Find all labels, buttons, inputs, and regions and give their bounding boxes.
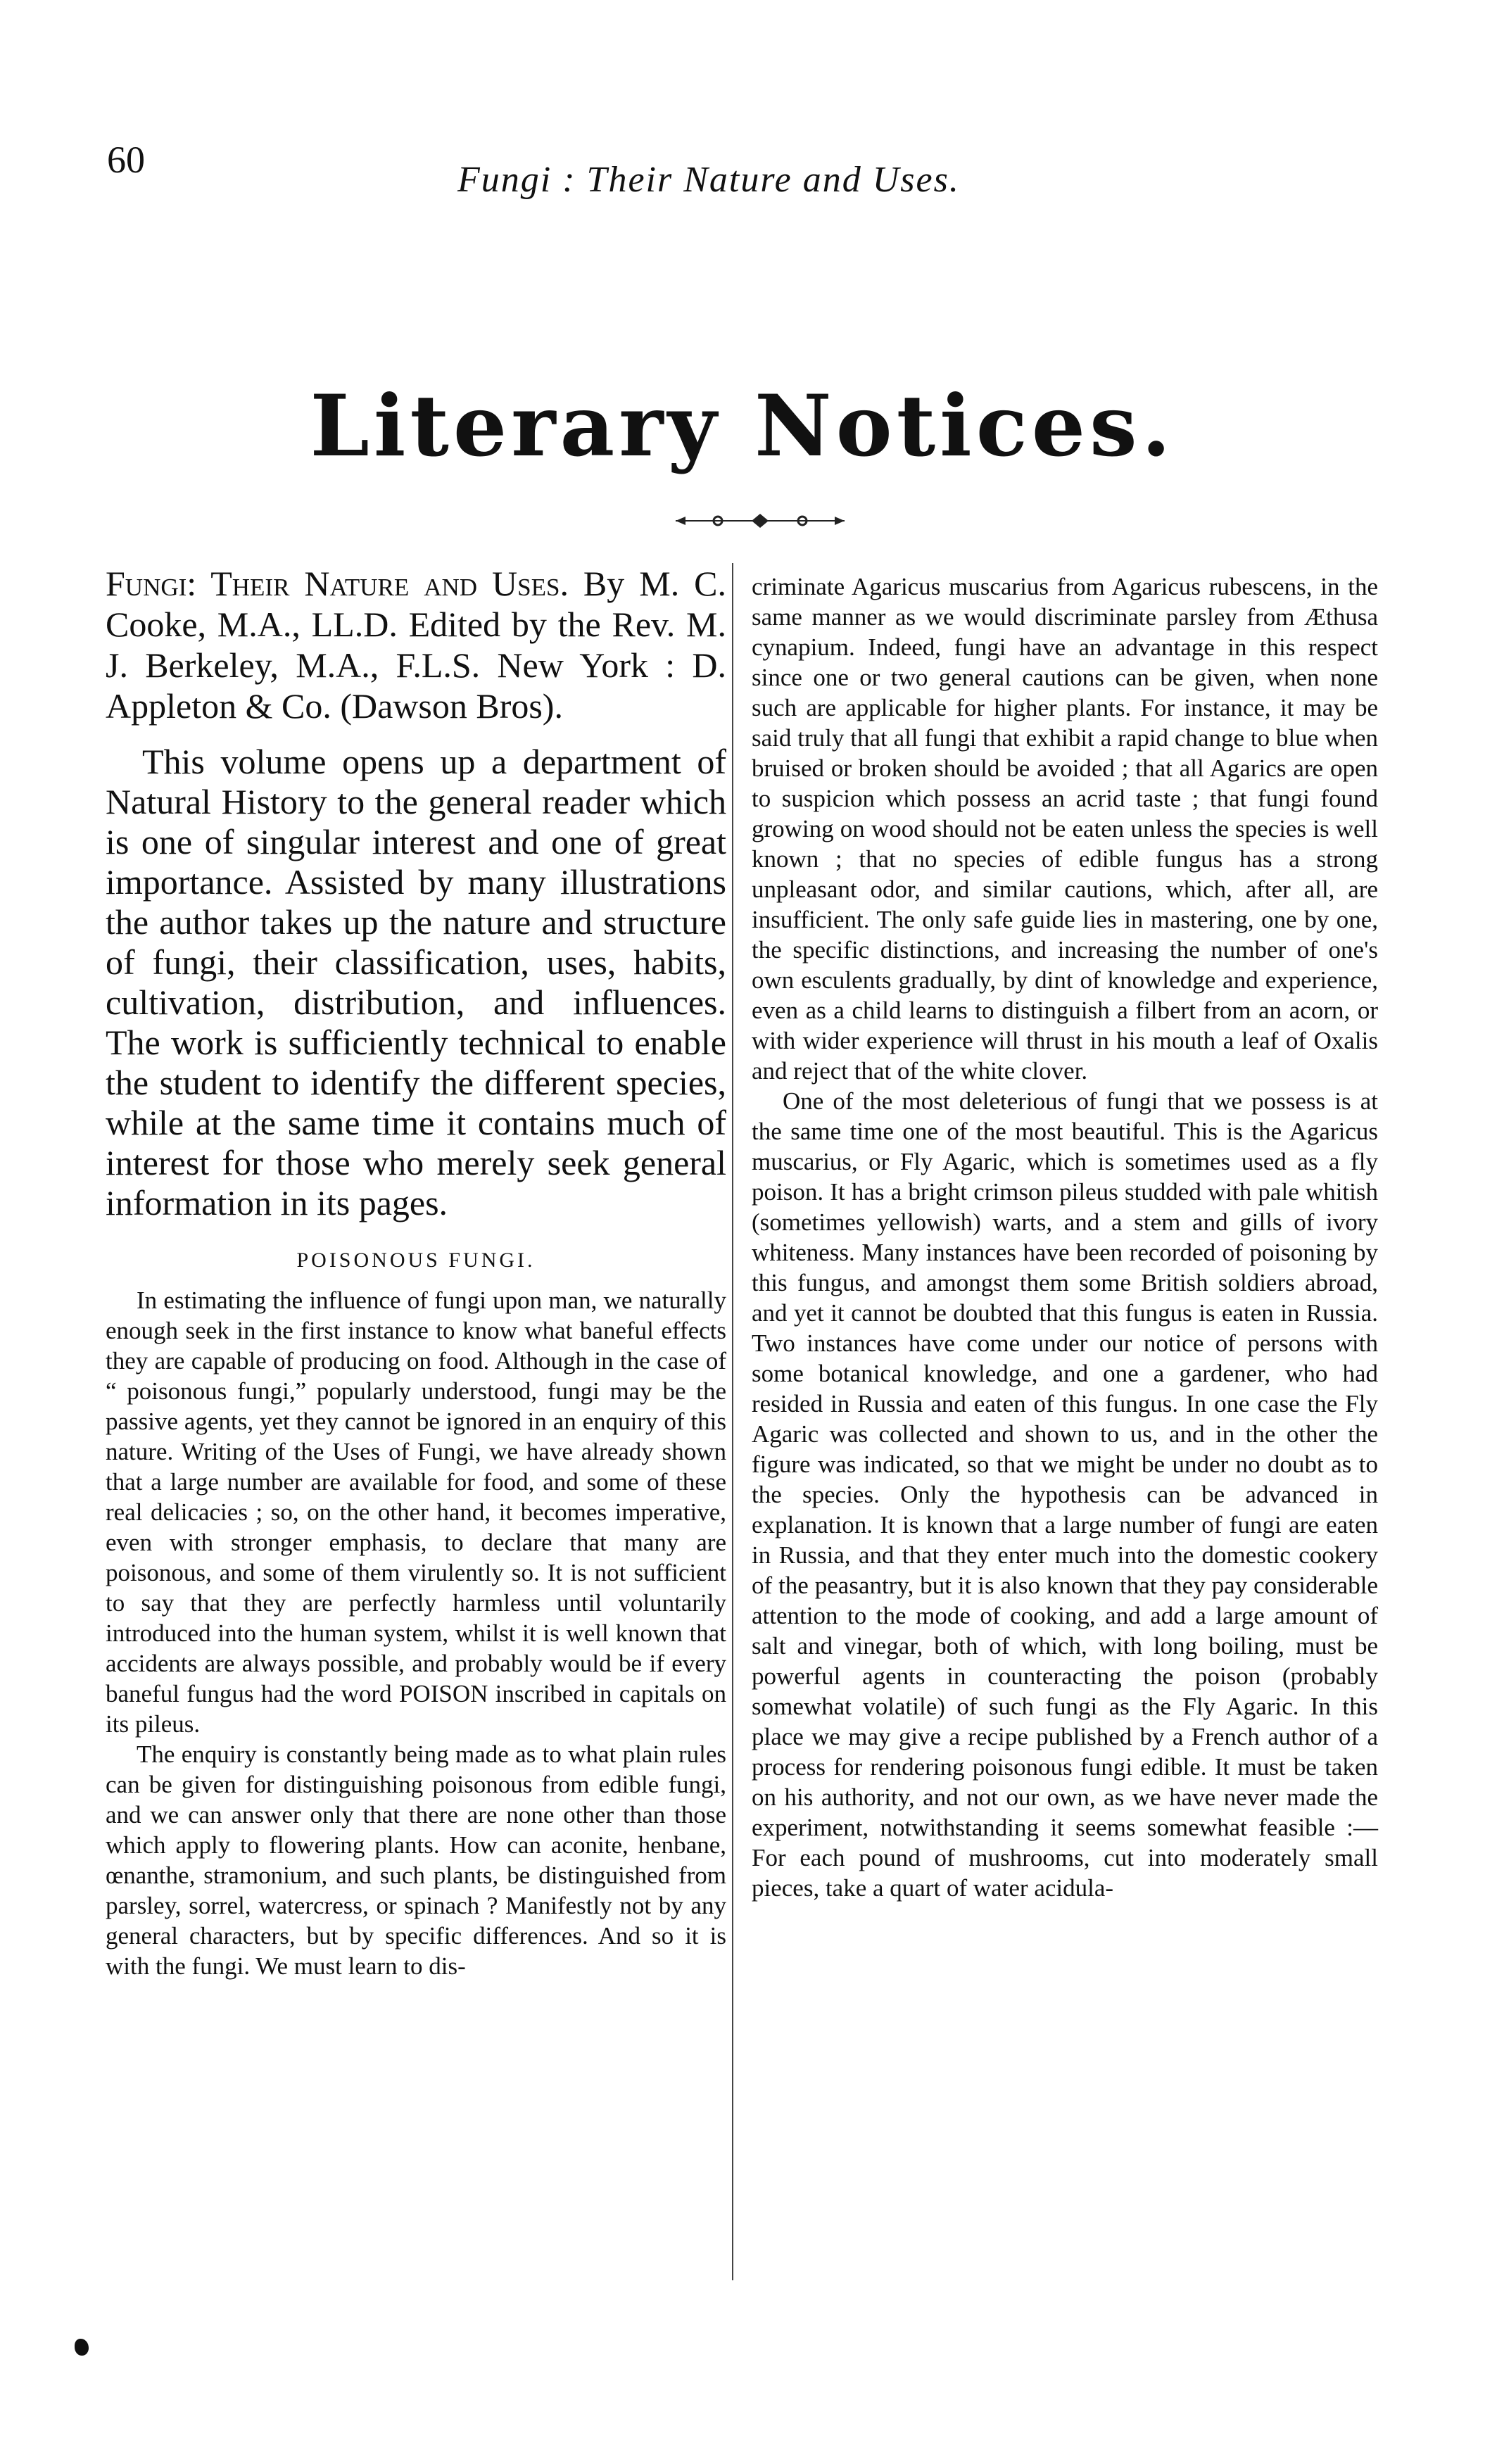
left-paragraph-1: In estimating the influence of fungi upon man, we naturally enough seek in the first instance to know what baneful effects they are capable of producing on food. Although in the case of “ poisonous fungi,” popularly understood, fungi may be the passive agents, yet they cannot be ignored in an enquiry of this nature. Writing of the Uses of Fungi, we have already shown that a large number are available for food, and some of these real delicacies ; so, on the other hand, it becomes imperative, even with stronger emphasis, to declare that many are poisonous, and some of them virulently so. It is not sufficient to say that they are perfectly harmless until voluntarily introduced into the human system, whilst it is well known that accidents are always possible, and probably would be if every baneful fungus had the word POISON inscribed in capitals on its pileus. (106, 1287, 726, 1738)
right-paragraph-1: criminate Agaricus muscarius from Agaricus rubescens, in the same manner as we would discriminate parsley from Æthusa cynapium. Indeed, fungi have an advantage in this respect since one or two general cautions can be given, when none such are applicable for higher plants. For instance, it may be said truly that all fungi that exhibit a rapid change to blue when bruised or broken should be avoided ; that all Agarics are open to suspicion which possess an acrid taste ; that fungi found growing on wood should not be eaten unless the species is well known ; that no species of edible fungus has a strong unpleasant odor, and similar cautions, which, after all, are insufficient. The only safe guide lies in mastering, one by one, the specific distinctions, and increasing the number of one's own esculents gradually, by dint of knowledge and experience, even as a child learns to distinguish a filbert from an acorn, or with wider experience will thrust in his mouth a leaf of Oxalis and reject that of the white clover. (752, 573, 1378, 1085)
ink-blot (75, 2339, 89, 2356)
right-paragraph-2: One of the most deleterious of fungi that we possess is at the same time one of the most beautiful. This is the Agaricus muscarius, or Fly Agaric, which is sometimes used as a fly poison. It has a bright crimson pileus studded with pale whitish (sometimes yellowish) warts, and a stem and gills of ivory whiteness. Many instances have been recorded of poisoning by this fungus, and amongst them some British soldiers abroad, and yet it cannot be doubted that this fungus is eaten in Russia. Two instances have come under our notice of persons with some botanical knowledge, and one a gardener, who had resided in Russia and eaten of this fungus. In one case the Fly Agaric was collected and shown to us, and in the other the figure was indicated, so that we might be under no doubt as to the species. Only the hypothesis can be advanced in explanation. It is known that a large number of fungi are eaten in Russia, and that they enter much into the domestic cookery of the peasantry, but it is also known that they pay considerable attention to the mode of cooking, and add a large amount of salt and vinegar, both of which, with long boiling, must be powerful agents in counteracting the poison (probably somewhat volatile) of such fungi as the Fly Agaric. In this place we may give a recipe published by a French author of a process for rendering poisonous fungi edible. It must be taken on his authority, and not our own, as we have never made the experiment, notwithstanding it seems somewhat feasible :— For each pound of mushrooms, cut into moderately small pieces, take a quart of water acidula- (752, 1087, 1378, 1902)
running-title: Fungi : Their Nature and Uses. (457, 160, 960, 200)
left-column (106, 563, 726, 1981)
section-heading: Literary Notices. (310, 377, 1175, 476)
review-title-rest: By M. C. Cooke, M.A., LL.D. Edited by the Rev. M. J. Berkeley, M.A., F.L.S. New York : D. Appleton & Co. (Dawson Bros). (106, 564, 726, 726)
ornament-divider-icon (669, 507, 852, 535)
right-column (752, 571, 1378, 1903)
page-number: 60 (107, 139, 145, 181)
review-intro: This volume opens up a department of Natural History to the general reader which is one of singular interest and one of great importance. Assisted by many illustrations the author takes up the nature and structure of fungi, their classification, uses, habits, cultivation, distribution, and influences. The work is sufficiently technical to enable the student to identify the different species, while at the same time it contains much of interest for those who merely seek general information in its pages. (106, 742, 726, 1222)
subheading: POISONOUS FUNGI. (296, 1249, 536, 1272)
column-divider (732, 563, 733, 2280)
review-title-lead: Fungi: Their Nature and Uses. (106, 564, 569, 603)
left-paragraph-2: The enquiry is constantly being made as to what plain rules can be given for distinguishing poisonous from edible fungi, and we can answer only that there are none other than those which apply to flowering plants. How can aconite, henbane, œnanthe, stramonium, and such plants, be distinguished from parsley, sorrel, watercress, or spinach ? Manifestly not by any general characters, but by specific differences. And so it is with the fungi. We must learn to dis- (106, 1740, 726, 1980)
review-title (106, 563, 726, 726)
